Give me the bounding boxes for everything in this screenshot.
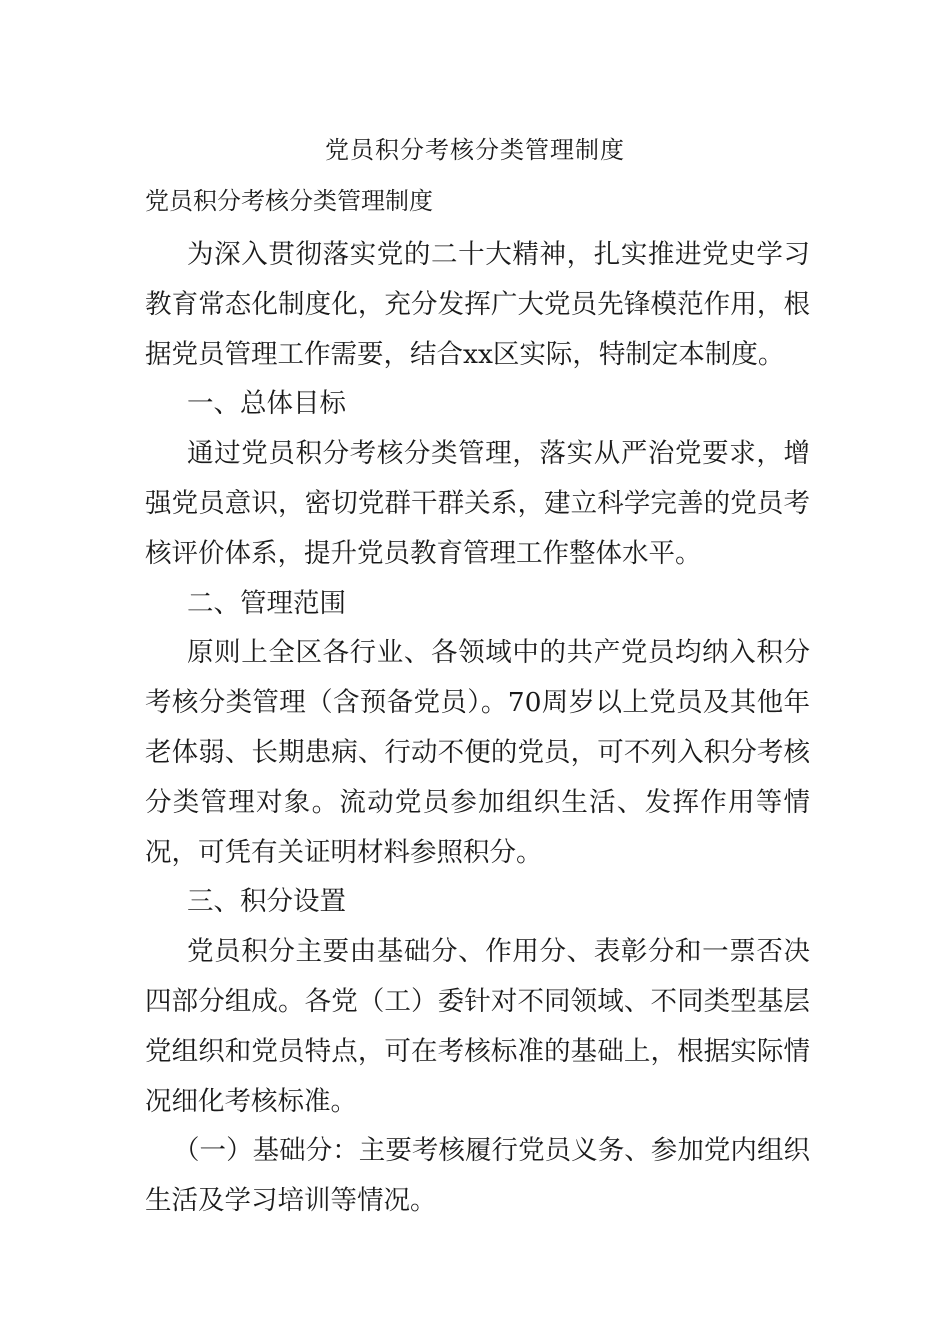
section-heading-management-scope: 二、管理范围: [187, 587, 346, 619]
document-body: [145, 180, 810, 1226]
basic-points-paragraph: （一）基础分：主要考核履行党员义务、参加党内组织生活及学习培训等情况。: [145, 1135, 810, 1217]
section-heading-overall-goal: 一、总体目标: [187, 388, 346, 420]
overall-goal-paragraph: 通过党员积分考核分类管理，落实从严治党要求，增强党员意识，密切党群干群关系，建立科学完善的党员考核评价体系，提升党员教育管理工作整体水平。: [145, 438, 810, 569]
document-subtitle: 党员积分考核分类管理制度: [145, 187, 433, 215]
document-title: 党员积分考核分类管理制度: [325, 136, 625, 164]
points-setup-paragraph: 党员积分主要由基础分、作用分、表彰分和一票否决四部分组成。各党（工）委针对不同领域、不同类型基层党组织和党员特点，可在考核标准的基础上，根据实际情况细化考核标准。: [145, 936, 810, 1117]
section-heading-points-setup: 三、积分设置: [187, 886, 346, 918]
management-scope-paragraph: 原则上全区各行业、各领域中的共产党员均纳入积分考核分类管理（含预备党员）。70周岁以上党员及其他年老体弱、长期患病、行动不便的党员，可不列入积分考核分类管理对象。流动党员参加组织生活、发挥作用等情况，可凭有关证明材料参照积分。: [145, 637, 810, 868]
intro-paragraph: 为深入贯彻落实党的二十大精神，扎实推进党史学习教育常态化制度化，充分发挥广大党员先锋模范作用，根据党员管理工作需要，结合xx区实际，特制定本制度。: [145, 239, 810, 370]
